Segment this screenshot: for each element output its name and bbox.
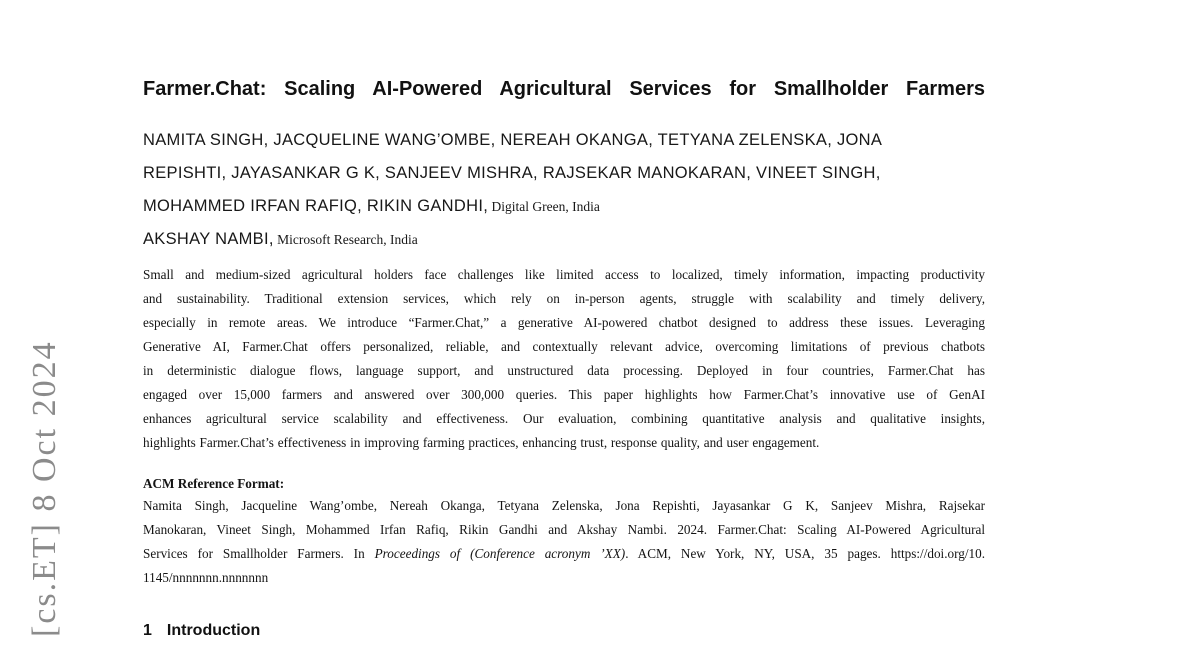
reference-line: 1145/nnnnnnn.nnnnnnn [143, 570, 269, 585]
abstract-line: Small and medium-sized agricultural holders face challenges like limited access to localized, timely information, impacting productivity [143, 267, 985, 282]
reference-doi: . ACM, New York, NY, USA, 35 pages. https://doi.org/10. [625, 546, 986, 561]
author-line [143, 124, 1003, 157]
section-title: Introduction [166, 622, 261, 639]
reference-line: Namita Singh, Jacqueline Wang’ombe, Nereah Okanga, Tetyana Zelenska, Jona Repishti, Jayasankar G K, Sanjeev Mishra, Rajsekar [143, 498, 985, 513]
author-line [143, 190, 1003, 223]
reference-text: Services for Smallholder Farmers. In [143, 546, 375, 561]
abstract-line: highlights Farmer.Chat’s effectiveness in improving farming practices, enhancing trust, response quality, and user engagement. [143, 435, 820, 450]
author-names: MOHAMMED IRFAN RAFIQ, RIKIN GANDHI, [143, 197, 489, 215]
section-number: 1 [143, 622, 152, 639]
section-heading-introduction [143, 620, 985, 642]
abstract-line: enhances agricultural service scalability and effectiveness. Our evaluation, combining quantitative analysis and qualitative insights, [143, 411, 985, 426]
author-block [143, 124, 1003, 256]
reference-line [143, 542, 985, 566]
abstract-line: Generative AI, Farmer.Chat offers personalized, reliable, and contextually relevant advice, overcoming limitations of previous chatbots [143, 339, 985, 354]
author-line [143, 157, 1003, 190]
abstract-line: engaged over 15,000 farmers and answered over 300,000 queries. This paper highlights how Farmer.Chat’s innovative use of GenAI [143, 387, 985, 402]
acm-reference-heading: ACM Reference Format: [143, 476, 285, 491]
paper-title: Farmer.Chat: Scaling AI-Powered Agricultural Services for Smallholder Farmers [143, 78, 985, 100]
abstract-line: in deterministic dialogue flows, language support, and unstructured data processing. Deployed in four countries, Farmer.Chat has [143, 363, 985, 378]
author-affiliation: Digital Green, India [488, 199, 600, 214]
author-affiliation: Microsoft Research, India [273, 232, 418, 247]
reference-line: Manokaran, Vineet Singh, Mohammed Irfan Rafiq, Rikin Gandhi and Akshay Nambi. 2024. Farmer.Chat: Scaling AI-Powered Agricultural [143, 522, 985, 537]
author-names: NAMITA SINGH, JACQUELINE WANG’OMBE, NEREAH OKANGA, TETYANA ZELENSKA, JONA [143, 131, 883, 149]
abstract [143, 263, 985, 455]
acm-reference-text [143, 494, 985, 590]
abstract-line: especially in remote areas. We introduce “Farmer.Chat,” a generative AI-powered chatbot designed to address these issues. Leveraging [143, 315, 985, 330]
proceedings-title: Proceedings of (Conference acronym ’XX) [374, 546, 626, 561]
arxiv-watermark: [cs.ET] 8 Oct 2024 [26, 340, 63, 637]
author-line [143, 223, 1003, 256]
author-names: REPISHTI, JAYASANKAR G K, SANJEEV MISHRA, RAJSEKAR MANOKARAN, VINEET SINGH, [143, 164, 881, 182]
abstract-line: and sustainability. Traditional extension services, which rely on in-person agents, struggle with scalability and timely delivery, [143, 291, 985, 306]
author-names: AKSHAY NAMBI, [143, 230, 274, 248]
